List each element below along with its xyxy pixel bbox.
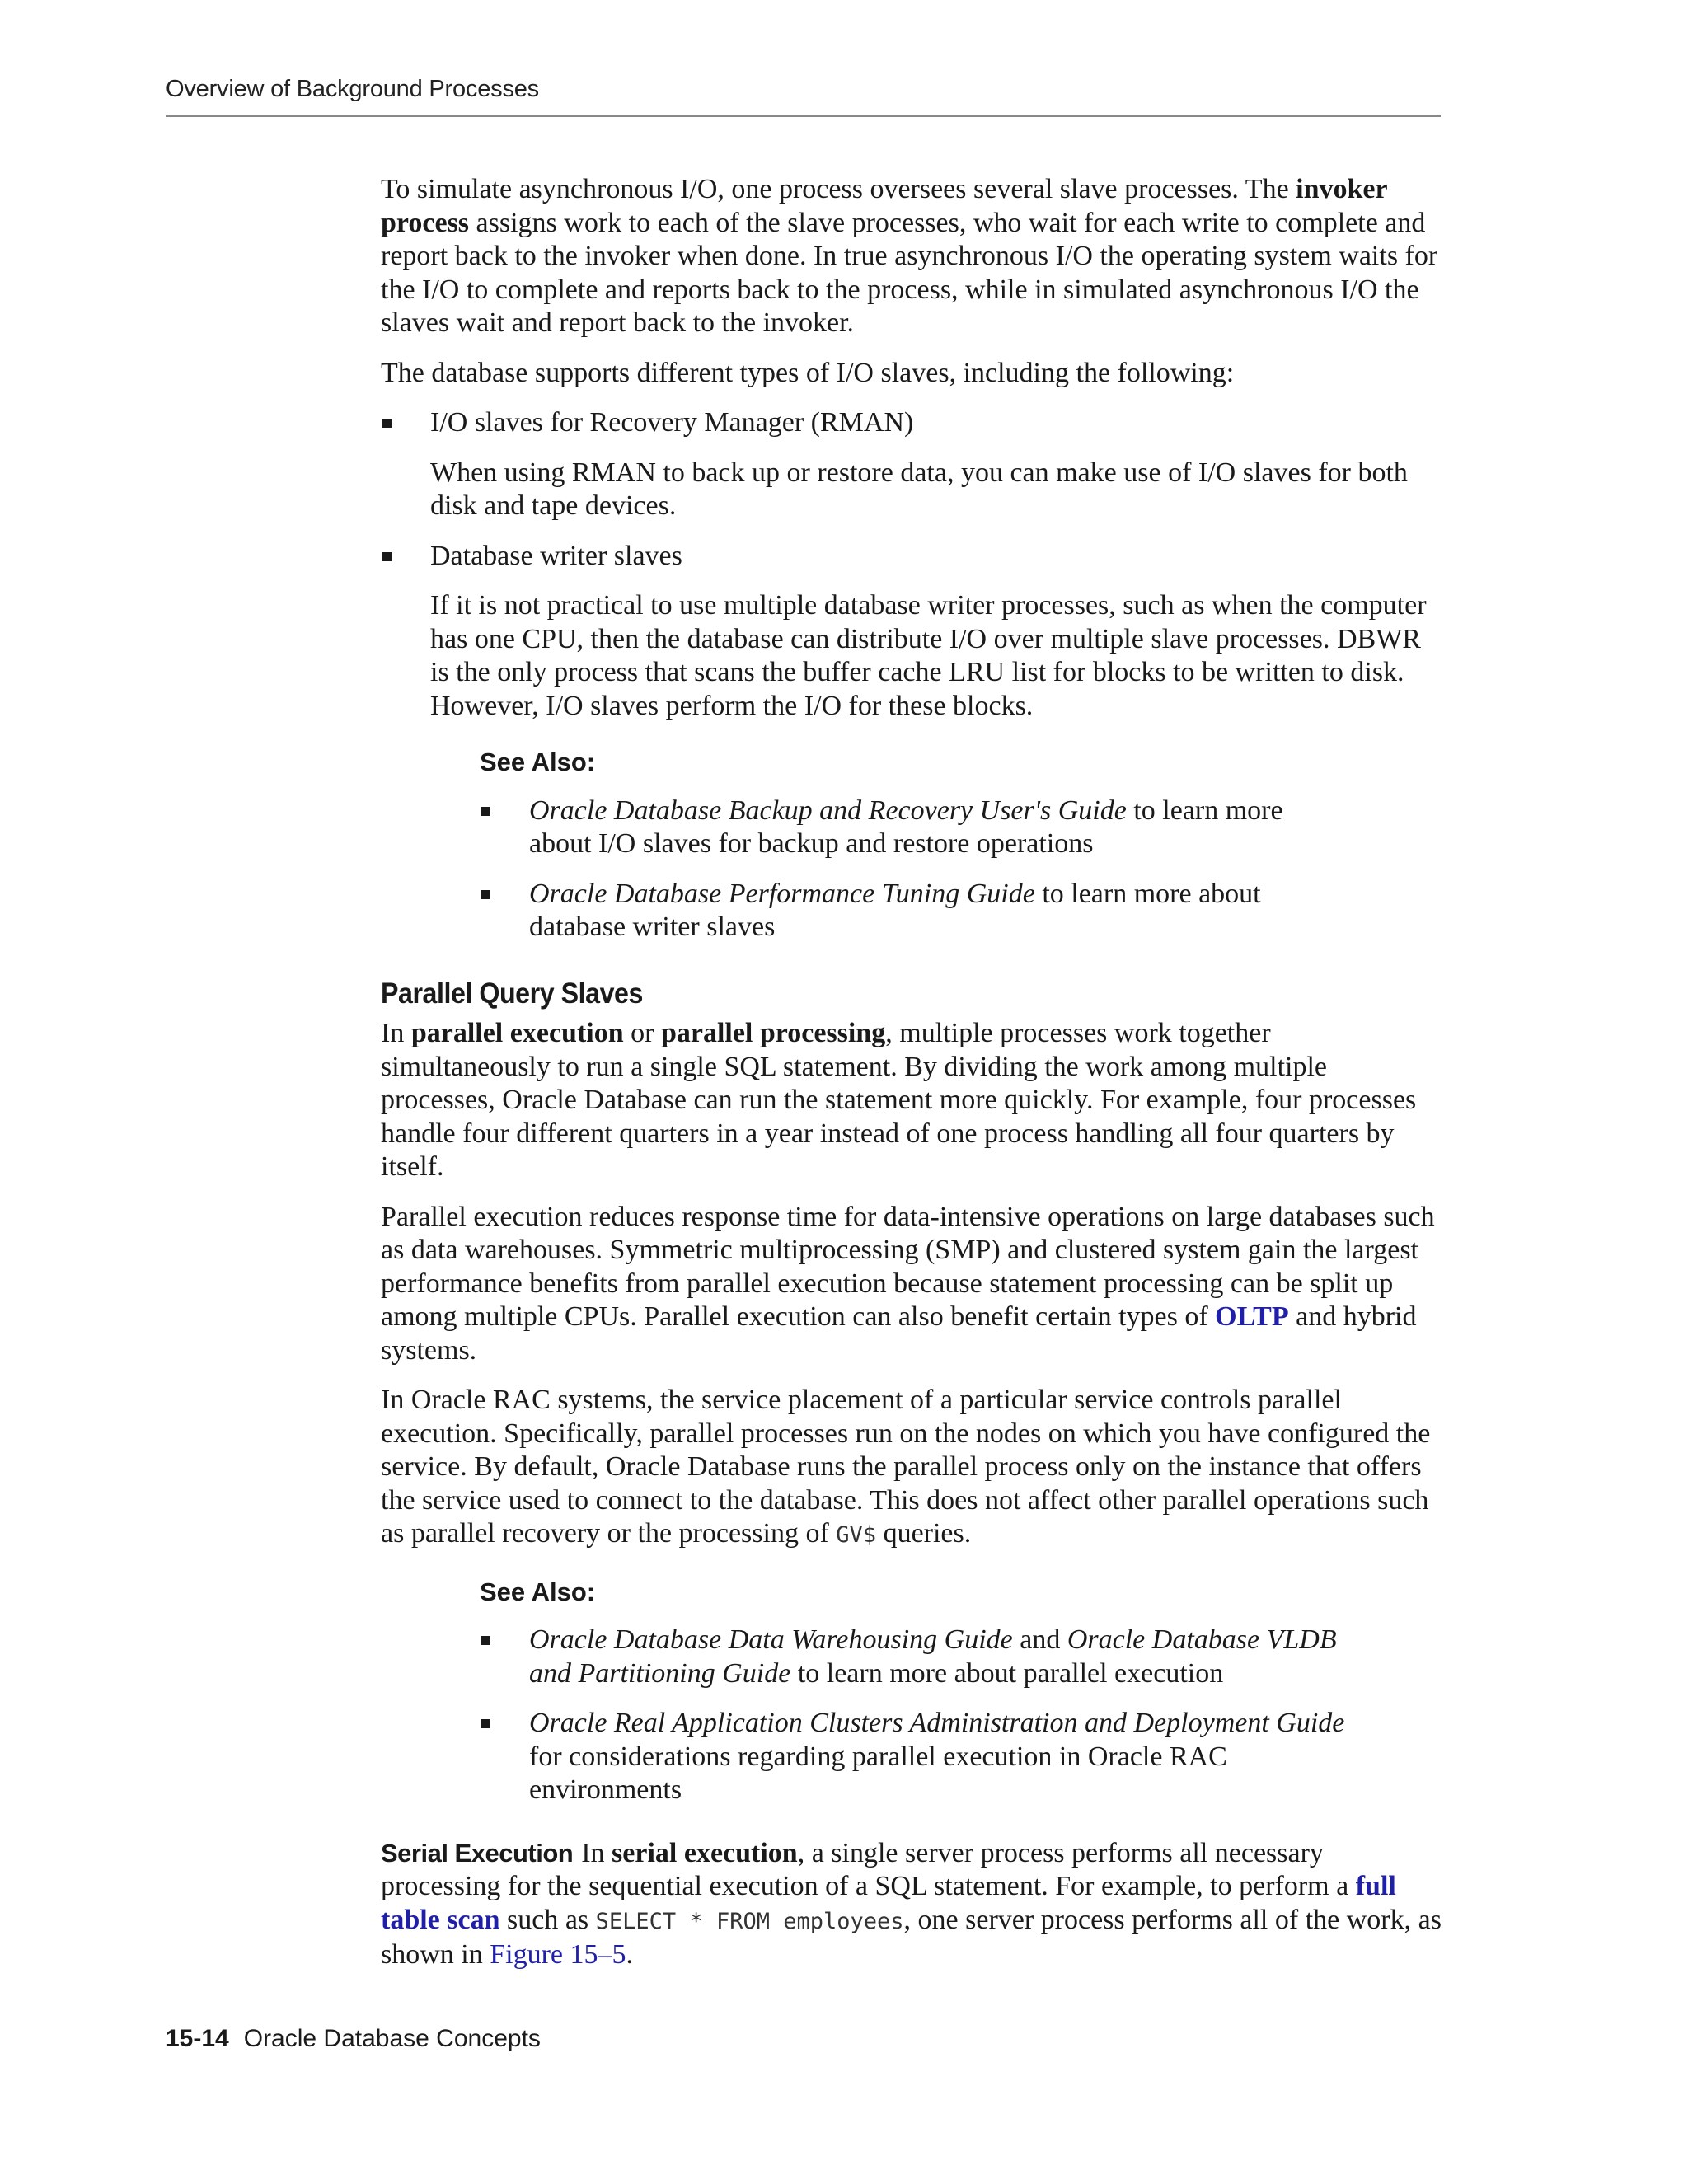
term-serial-execution: serial execution [612,1837,798,1868]
square-bullet-icon [481,807,490,816]
list-item-label: Database writer slaves [430,540,682,571]
term-parallel-processing: parallel processing [660,1018,886,1048]
parallel-paragraph-3 [381,1384,1444,1553]
text: , multiple processes work together simultaneously to run a single SQL statement. By dividing the work among multiple processes, Oracle Database can run the statement more quickly. For example, four processes handle four different quarters in a year instead of one process handling all four quarters by itself. [381,1018,1417,1182]
oltp-link[interactable]: OLTP [1215,1301,1289,1332]
intro-paragraph-2: The database supports different types of I/O slaves, including the following: [381,357,1235,388]
page-content [381,173,1444,1989]
code-gv: GV$ [836,1522,877,1548]
term-parallel-execution: parallel execution [410,1018,624,1048]
see-also-box [480,1576,1345,1807]
page-number: 15-14 [166,2025,229,2052]
text: , a single server process performs all necessary processing for the sequential execution of a SQL statement. For example, to perform a [381,1837,1356,1901]
list-item [480,794,1345,861]
text: To simulate asynchronous I/O, one process oversees several slave processes. The [381,174,1296,204]
header-rule [166,115,1441,117]
page-footer [166,2025,541,2053]
see-also-box [480,746,1345,944]
text: or [623,1018,661,1048]
book-title: Oracle Database Data Warehousing Guide [529,1624,1013,1655]
runin-heading: Serial Execution [381,1838,574,1868]
list-item-detail: When using RMAN to back up or restore data, you can make use of I/O slaves for both disk and tape devices. [430,457,1408,521]
text: , one server process performs all of the work, as shown in [381,1904,1442,1970]
term-invoker-process: invoker process [381,174,1388,238]
square-bullet-icon [481,1636,490,1645]
see-also-list [480,794,1345,944]
book-title: Oracle Database Performance Tuning Guide [529,878,1035,909]
list-item [381,406,1444,523]
text: In [581,1837,612,1868]
text: and [1012,1624,1067,1655]
text: Parallel execution reduces response time for data-intensive operations on large databases such as data warehouses. Symmetric multiprocessing (SMP) and clustered system gain the largest performance benefits from parallel execution because statement processing can be split up among multiple CPUs. Parallel execution can also benefit certain types of [381,1201,1435,1332]
text: . [626,1939,634,1970]
text: queries. [876,1518,972,1549]
text: In Oracle RAC systems, the service placement of a particular service controls parallel execution. Specifically, parallel processes run on the nodes on which you have configured the service. By default, Oracle Database runs the parallel process only on the instance that offers the service used to connect to the database. This does not affect other parallel operations such as parallel recovery or the processing of [381,1385,1431,1549]
book-title: Oracle Database VLDB and Partitioning Guide [529,1624,1337,1689]
list-item-label: I/O slaves for Recovery Manager (RMAN) [430,407,914,438]
list-item-detail: If it is not practical to use multiple database writer processes, such as when the computer has one CPU, then the database can distribute I/O over multiple slave processes. DBWR is the only process that scans the buffer cache LRU list for blocks to be written to disk. However, I/O slaves perform the I/O for these blocks. [430,590,1427,721]
text: such as [499,1904,596,1935]
running-header: Overview of Background Processes [166,76,539,102]
list-item [480,1707,1345,1807]
text: to learn more about parallel execution [790,1657,1224,1689]
text: to learn more about database writer slaves [529,878,1261,942]
square-bullet-icon [382,419,392,428]
section-heading: Parallel Query Slaves [381,977,643,1010]
io-slave-types-list [381,406,1444,723]
text: assigns work to each of the slave processes, who wait for each write to complete and report back to the invoker when done. In true asynchronous I/O the operating system waits for the I/O to complete and reports back to the process, while in simulated asynchronous I/O the slaves wait and report back to the invoker. [381,207,1438,338]
serial-execution-paragraph [381,1837,1444,1972]
text: to learn more about I/O slaves for backup and restore operations [529,794,1283,859]
see-also-list [480,1624,1345,1807]
square-bullet-icon [481,1719,490,1728]
text: In [381,1018,411,1048]
book-title: Oracle Real Application Clusters Administration and Deployment Guide [529,1708,1345,1738]
intro-paragraph-1 [381,173,1444,340]
list-item [381,540,1444,724]
see-also-title: See Also: [480,1577,596,1606]
text: for considerations regarding parallel execution in Oracle RAC environments [529,1741,1227,1805]
list-item [480,878,1345,944]
parallel-paragraph-2 [381,1201,1444,1368]
parallel-paragraph-1 [381,1017,1444,1184]
book-title: Oracle Database Backup and Recovery User's Guide [529,794,1127,826]
see-also-title: See Also: [480,748,596,776]
book-title-footer: Oracle Database Concepts [243,2025,541,2052]
figure-link[interactable]: Figure 15–5 [490,1939,626,1970]
square-bullet-icon [382,552,392,561]
square-bullet-icon [481,890,490,899]
code-select: SELECT * FROM employees [595,1908,904,1934]
list-item [480,1624,1345,1690]
full-table-scan-link[interactable]: full table scan [381,1871,1396,1935]
text: and hybrid systems. [381,1301,1417,1366]
